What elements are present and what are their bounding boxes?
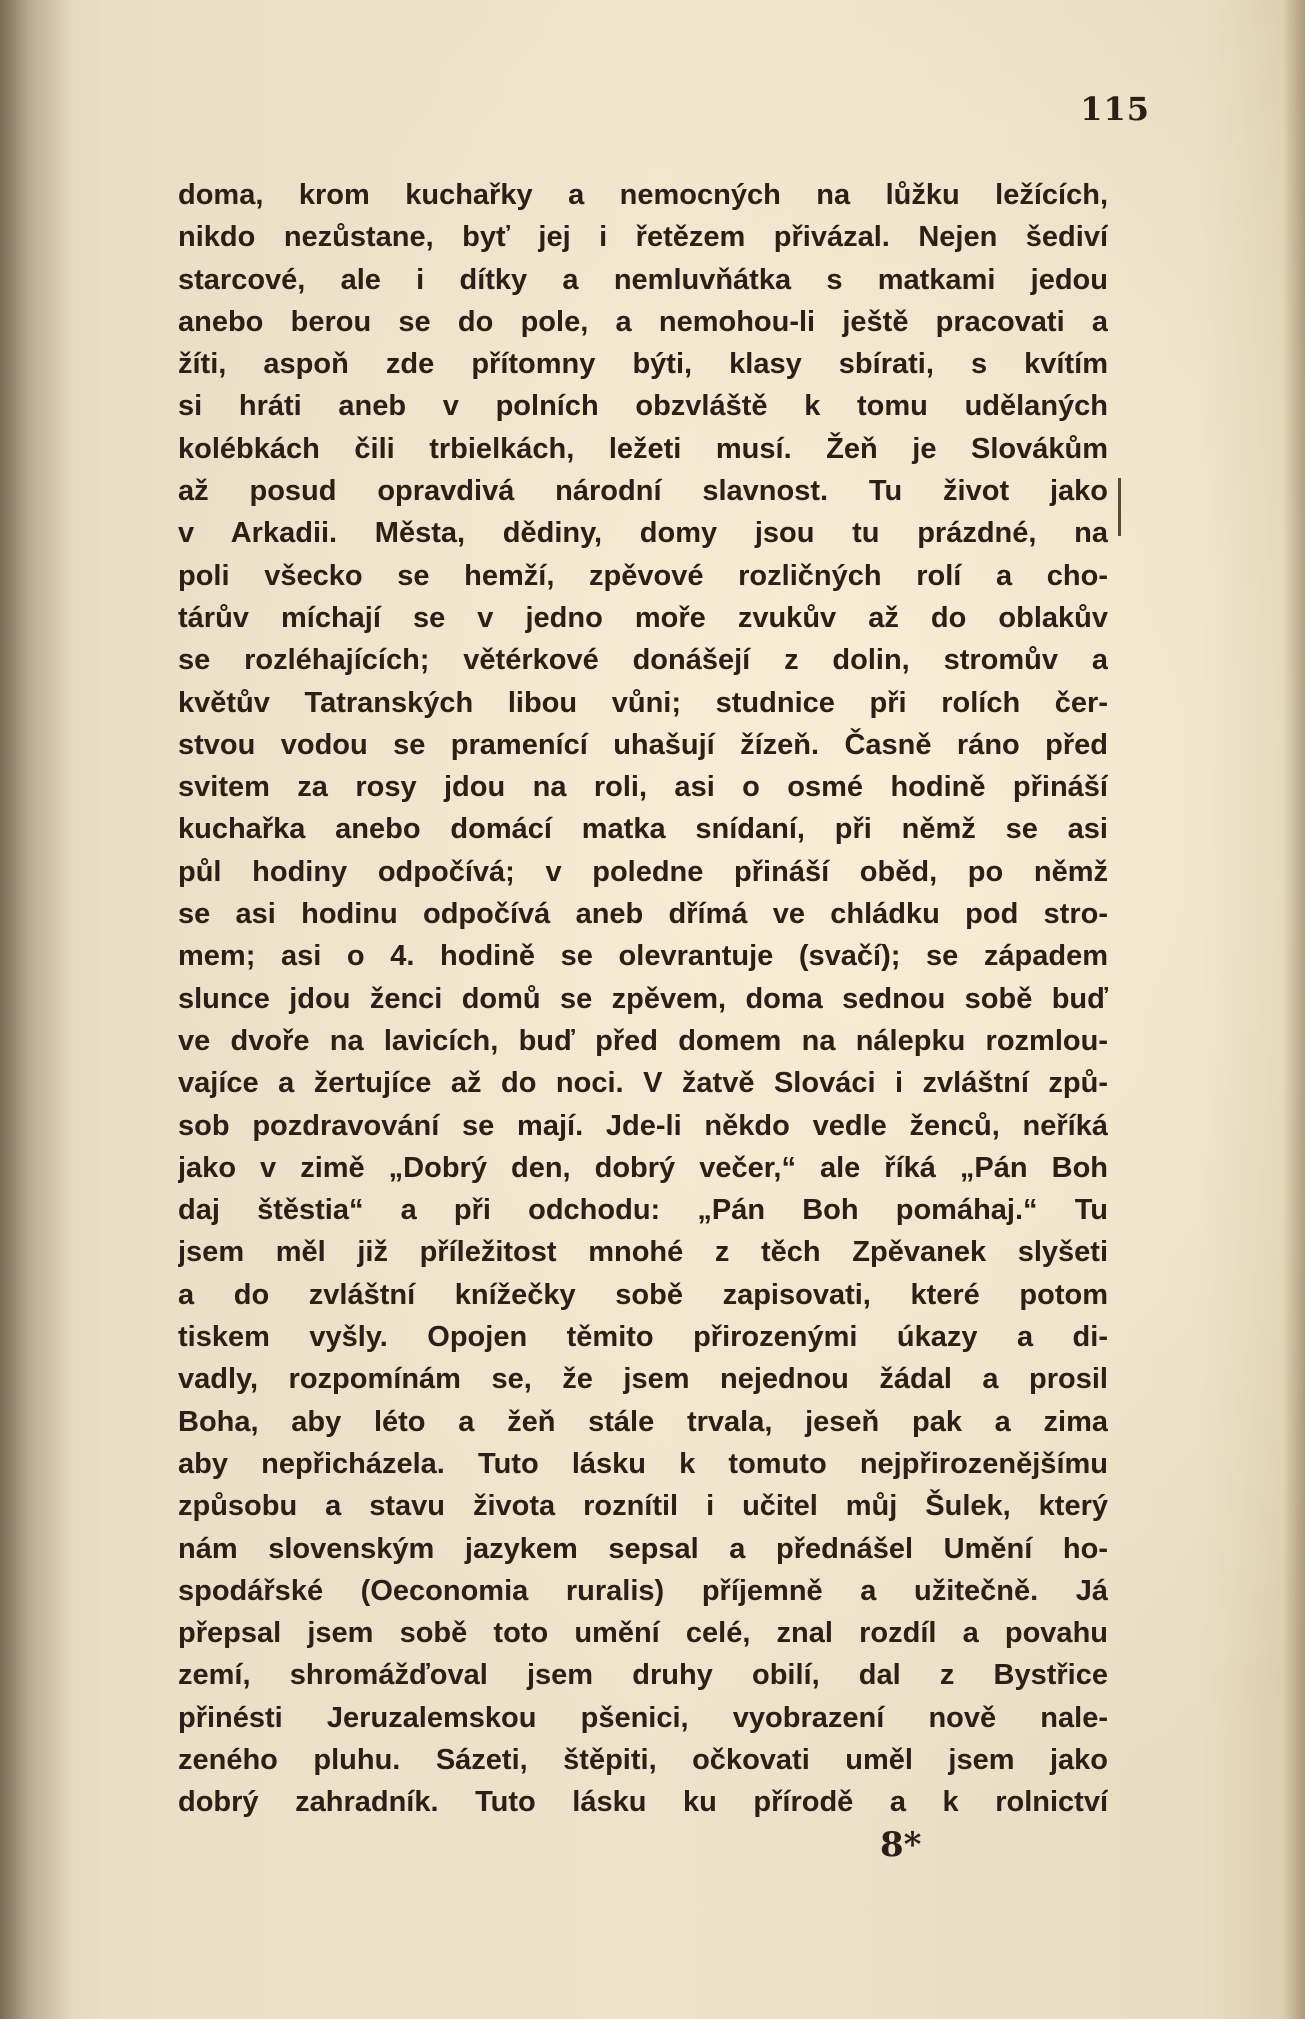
text-line: jsem měl již příležitost mnohé z těch Zpěvanek slyšeti — [178, 1236, 1108, 1269]
text-line: přepsal jsem sobě toto umění celé, znal rozdíl a povahu — [178, 1617, 1108, 1650]
text-line: spodářské (Oeconomia ruralis) příjemně a užitečně. Já — [178, 1574, 1108, 1607]
text-line: a do zvláštní knížečky sobě zapisovati, které potom — [178, 1278, 1108, 1311]
text-line: tárův míchají se v jedno moře zvukův až do oblakův — [178, 601, 1108, 634]
page-edge-shadow — [1283, 0, 1305, 2019]
text-line: svitem za rosy jdou na roli, asi o osmé hodině přináší — [178, 771, 1108, 804]
text-line: dobrý zahradník. Tuto lásku ku přírodě a k rolnictví — [178, 1786, 1108, 1819]
text-line: půl hodiny odpočívá; v poledne přináší oběd, po němž — [178, 855, 1108, 888]
text-line: až posud opravdivá národní slavnost. Tu život jako — [178, 475, 1108, 508]
text-line: žíti, aspoň zde přítomny býti, klasy sbírati, s kvítím — [178, 348, 1108, 381]
text-line: aby nepřicházela. Tuto lásku k tomuto nejpřirozenějšímu — [178, 1447, 1108, 1480]
text-line: si hráti aneb v polních obzvláště k tomu udělaných — [178, 390, 1108, 423]
text-line: nám slovenským jazykem sepsal a přednášel Umění ho- — [178, 1532, 1108, 1565]
text-line: doma, krom kuchařky a nemocných na lůžku ležících, — [178, 179, 1108, 211]
text-line: Boha, aby léto a žeň stále trvala, jeseň pak a zima — [178, 1405, 1108, 1438]
text-line: kuchařka anebo domácí matka snídaní, při němž se asi — [178, 813, 1108, 846]
text-line: anebo berou se do pole, a nemohou-li ještě pracovati a — [178, 305, 1108, 338]
text-line: daj štěstia“ a při odchodu: „Pán Boh pomáhaj.“ Tu — [178, 1194, 1108, 1227]
text-line: zeného pluhu. Sázeti, štěpiti, očkovati uměl jsem jako — [178, 1743, 1108, 1776]
text-line: sob pozdravování se mají. Jde-li někdo vedle ženců, neříká — [178, 1109, 1108, 1142]
text-line: zemí, shromážďoval jsem druhy obilí, dal z Bystřice — [178, 1659, 1108, 1692]
signature-mark: 8* — [880, 1825, 922, 1865]
text-line: ve dvoře na lavicích, buď před domem na nálepku rozmlou- — [178, 1024, 1108, 1057]
margin-pencil-mark — [1118, 478, 1121, 536]
text-line: květův Tatranských libou vůni; studnice při rolích čer- — [178, 686, 1108, 719]
text-line: vajíce a žertujíce až do noci. V žatvě Slováci i zvláštní způ- — [178, 1067, 1108, 1100]
text-line: tiskem vyšly. Opojen těmito přirozenými úkazy a di- — [178, 1321, 1108, 1354]
text-line: způsobu a stavu života roznítil i učitel můj Šulek, který — [178, 1490, 1108, 1523]
text-line: kolébkách čili trbielkách, ležeti musí. Žeň je Slovákům — [178, 432, 1108, 465]
text-line: se asi hodinu odpočívá aneb dřímá ve chládku pod stro- — [178, 898, 1108, 931]
text-line: mem; asi o 4. hodině se olevrantuje (svačí); se západem — [178, 940, 1108, 973]
page-number: 115 — [1080, 90, 1150, 128]
binding-gutter-shadow — [0, 0, 70, 2019]
text-line: poli všecko se hemží, zpěvové rozličných rolí a cho- — [178, 559, 1108, 592]
text-line: vadly, rozpomínám se, že jsem nejednou žádal a prosil — [178, 1363, 1108, 1396]
text-line: jako v zimě „Dobrý den, dobrý večer,“ ale říká „Pán Boh — [178, 1151, 1108, 1184]
text-line: stvou vodou se pramenící uhašují žízeň. Časně ráno před — [178, 728, 1108, 761]
text-line: starcové, ale i dítky a nemluvňátka s matkami jedou — [178, 263, 1108, 296]
text-line: přinésti Jeruzalemskou pšenici, vyobrazení nově nale- — [178, 1701, 1108, 1734]
text-line: slunce jdou ženci domů se zpěvem, doma sednou sobě buď — [178, 982, 1108, 1015]
text-line: v Arkadii. Města, dědiny, domy jsou tu prázdné, na — [178, 517, 1108, 550]
text-line: nikdo nezůstane, byť jej i řetězem přivázal. Nejen šediví — [178, 221, 1108, 254]
text-line: se rozléhajících; větérkové donášejí z dolin, stromův a — [178, 644, 1108, 677]
body-text — [178, 174, 1108, 1824]
